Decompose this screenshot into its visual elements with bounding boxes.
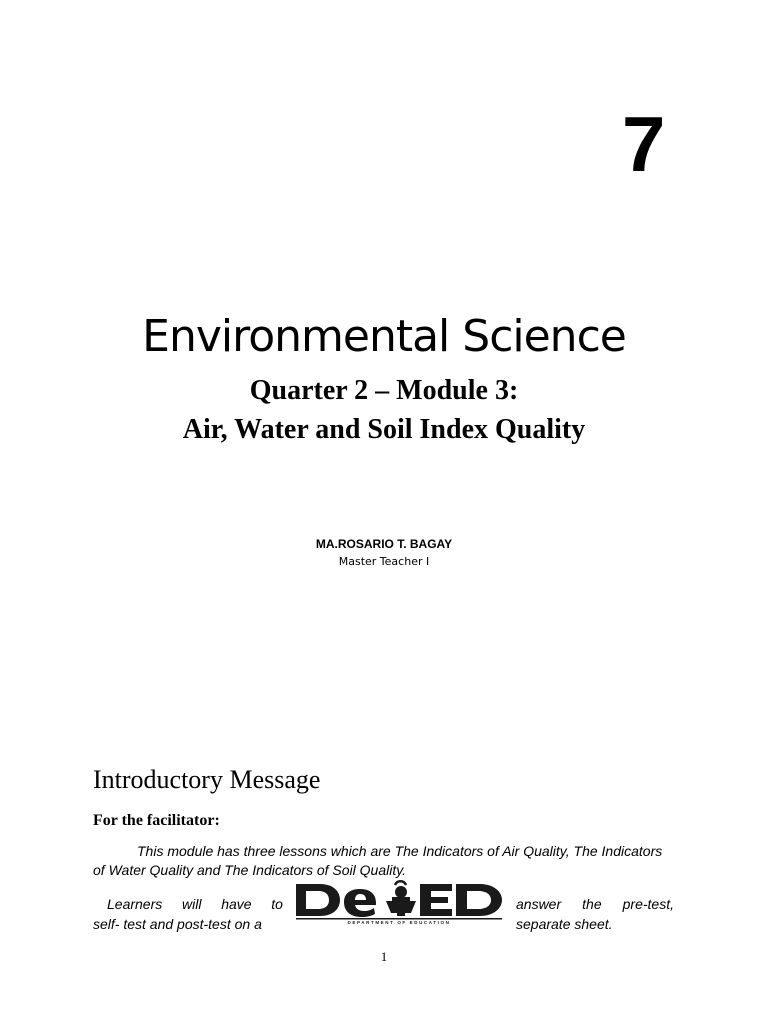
intro-paragraph-1: This module has three lessons which are The Indicators of Air Quality, The Indicators of Water Quality and The Indicators of Soil Quality. <box>93 843 663 878</box>
svg-text:DEPARTMENT OF EDUCATION: DEPARTMENT OF EDUCATION <box>347 920 451 924</box>
word: will <box>182 896 202 912</box>
paragraph-2-left-line-2: self- test and post-test on a <box>93 916 262 932</box>
facilitator-label: For the facilitator: <box>93 812 220 829</box>
paragraph-2-right-line-2: separate sheet. <box>516 916 613 932</box>
word: answer <box>516 896 562 912</box>
deped-logo <box>294 880 506 924</box>
quarter-module-heading: Quarter 2 – Module 3: <box>249 375 519 406</box>
word: have <box>221 896 252 912</box>
word: the <box>582 896 602 912</box>
intro-paragraph-2-left <box>93 894 283 934</box>
word: to <box>271 896 283 912</box>
grade-number: 7 <box>622 100 666 188</box>
page-number: 1 <box>380 949 388 964</box>
paragraph-2-left-line-1 <box>93 894 283 914</box>
module-title: Air, Water and Soil Index Quality <box>182 414 586 445</box>
word: pre-test, <box>622 896 674 912</box>
intro-paragraph-2-right <box>516 894 674 934</box>
author-name: MA.ROSARIO T. BAGAY <box>315 537 453 551</box>
word: Learners <box>107 896 163 912</box>
paragraph-2-right-line-1 <box>516 894 674 914</box>
subject-title: Environmental Science <box>142 311 626 362</box>
introductory-message-heading: Introductory Message <box>93 765 321 794</box>
author-role: Master Teacher I <box>338 555 430 568</box>
